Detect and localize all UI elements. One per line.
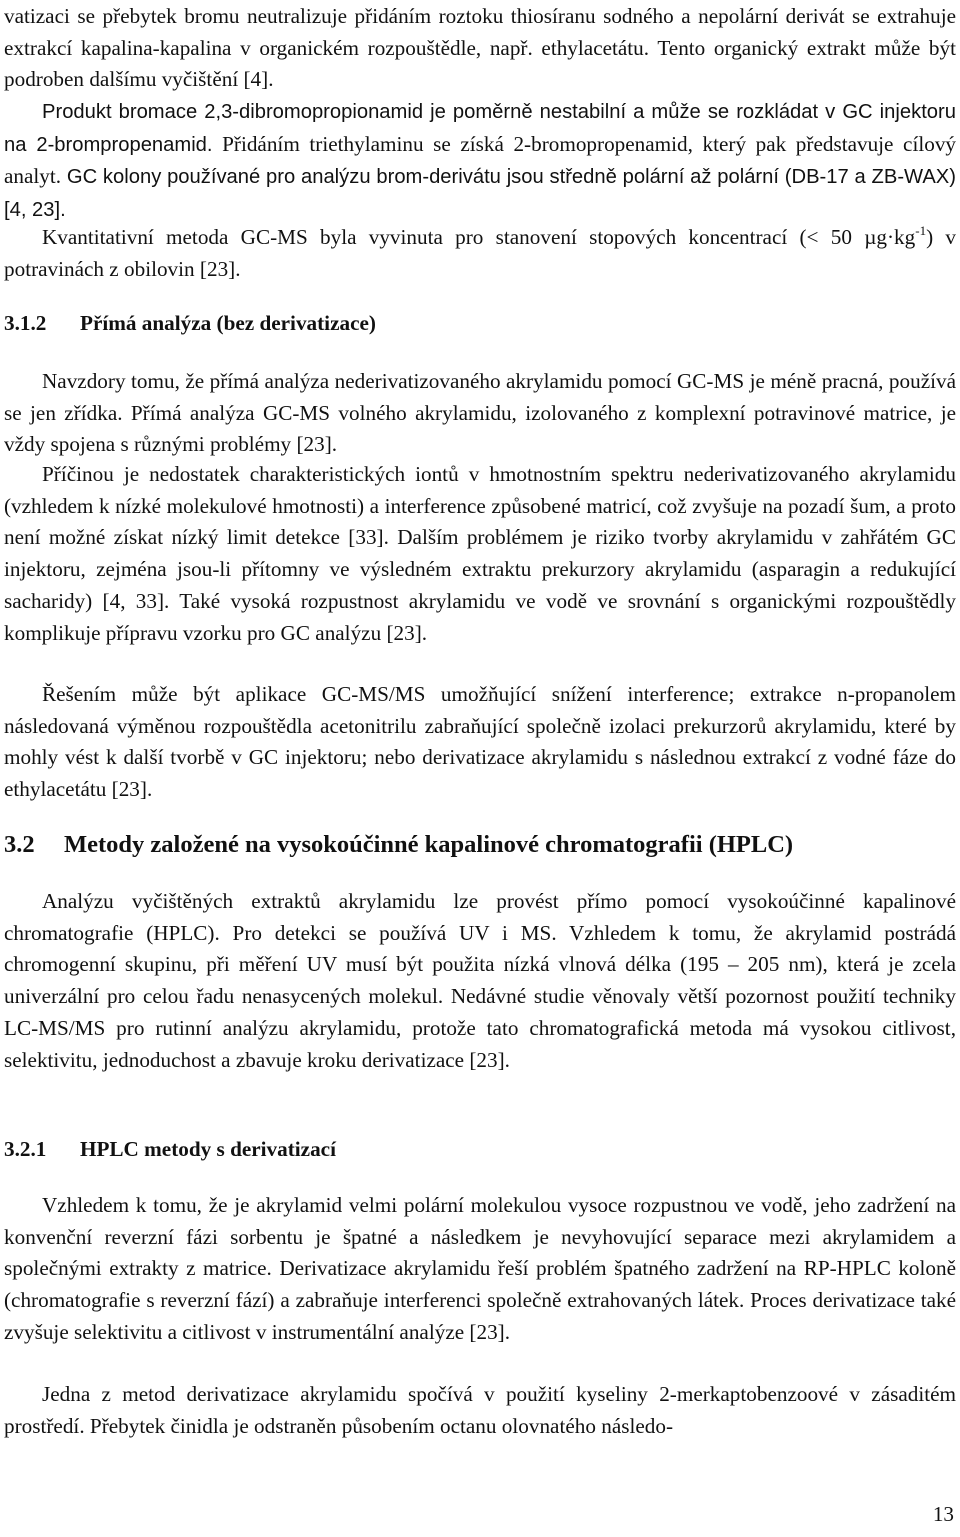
page-number: 13 [932,1502,954,1526]
paragraph-text-sans: Produkt bromace 2,3-dibromopropionamid je poměrně nestabilní a může se rozkládat v GC injektoru na 2-brompropenamid. [4,101,956,156]
paragraph-text: vatizaci se přebytek bromu neutralizuje přidáním roztoku thiosíranu sodného a nepolární derivát se extrahuje extrakcí kapalina-kapalina v organickém rozpouštědle, např. ethylacetátu. Tento organický extrakt může být podroben dalšímu vyčištění [4]. [4,4,956,92]
paragraph-derivatization-reason [4,1190,956,1349]
section-heading-3-2-1 [4,1134,336,1166]
paragraph-causes [4,459,956,649]
paragraph-hplc-intro [4,886,956,1076]
section-number: 3.2.1 [4,1137,47,1161]
paragraph-bromination-continuation [4,1,956,96]
paragraph-mercaptobenzoic-method [4,1379,956,1442]
paragraph-direct-analysis [4,366,956,461]
paragraph-text: Řešením může být aplikace GC-MS/MS umožňující snížení interference; extrakce n-propanolem následovaná výměnou rozpouštědla acetonitrilu zabraňující společně izolaci prekurzorů akrylamidu, které by mohly vést k další tvorbě v GC injektoru; nebo derivatizace akrylamidu s následnou extrakcí z vodné fáze do ethylacetátu [23]. [4,682,956,802]
paragraph-text: ) v potravinách z obilovin [23]. [4,225,956,281]
paragraph-text: Příčinou je nedostatek charakteristických iontů v hmotnostním spektru nederivatizovaného akrylamidu (vzhledem k nízké molekulové hmotnosti) a interference způsobené matricí, což zvyšuje na pozadí šum, a proto není možné získat nízký limit detekce [33]. Dalším problémem je riziko tvorby akrylamidu v zahřátém GC injektoru, zejména jsou-li přítomny ve výsledném extraktu prekurzory akrylamidu (asparagin a redukující sacharidy) [4, 33]. Také vysoká rozpustnost akrylamidu ve vodě ve srovnání s organickými rozpouštědly komplikuje přípravu vzorku pro GC analýzu [23]. [4,462,956,645]
paragraph-text: Vzhledem k tomu, že je akrylamid velmi polární molekulou vysoce rozpustnou ve vodě, jeho zadržení na konvenční reverzní fázi sorbentu je špatné a následkem je nevyhovující separace mezi akrylamidem a společnými extrakty z matrice. Derivatizace akrylamidu řeší problém špatného zadržení na RP-HPLC koloně (chromatografie s reverzní fází) a zabraňuje interferenci společně extrahovaných látek. Proces derivatizace také zvyšuje selektivitu a citlivost v instrumentální analýze [23]. [4,1193,956,1344]
paragraph-text: Přidáním triethylaminu se získá 2-bromopropenamid, který pak představuje cílový analyt. [4,131,957,189]
superscript: -1 [915,223,927,238]
paragraph-text: Analýzu vyčištěných extraktů akrylamidu lze provést přímo pomocí vysokoúčinné kapalinové chromatografie (HPLC). Pro detekci se používá UV i MS. Vzhledem k tomu, že akrylamid postrádá chromogenní skupinu, při měření UV musí být použita nízká vlnová délka (195 – 205 nm), která je zcela univerzální pro celou řadu nenasycených molekul. Nedávné studie věnovaly větší pozornost použití techniky LC-MS/MS pro rutinní analýzu akrylamidu, protože tato chromatografická metoda má vysokou citlivost, selektivitu, jednoduchost a zbavuje kroku derivatizace [23]. [4,889,956,1072]
paragraph-bromination-product [4,96,956,227]
paragraph-text: Kvantitativní metoda GC-MS byla vyvinuta pro stanovení stopových koncentrací (< 50 µg·kg [42,225,916,249]
section-title: HPLC metody s derivatizací [80,1137,336,1161]
section-title: Metody založené na vysokoúčinné kapalinové chromatografii (HPLC) [64,831,794,858]
section-heading-3-1-2 [4,308,376,340]
paragraph-text: Jedna z metod derivatizace akrylamidu spočívá v použití kyseliny 2-merkaptobenzoové v zásaditém prostředí. Přebytek činidla je odstraněn působením octanu olovnatého následo- [4,1382,956,1438]
section-heading-3-2 [4,829,793,861]
paragraph-quantitative-method [4,222,956,285]
paragraph-text-sans: GC kolony používané pro analýzu brom-derivátu jsou středně polární až polární (DB-17 a ZB-WAX) [4, 23]. [4,166,956,222]
section-number: 3.1.2 [4,311,47,335]
section-number: 3.2 [4,831,35,858]
paragraph-solution [4,679,956,806]
section-title: Přímá analýza (bez derivatizace) [80,311,376,335]
paragraph-text: Navzdory tomu, že přímá analýza nederivatizovaného akrylamidu pomocí GC-MS je méně pracná, používá se jen zřídka. Přímá analýza GC-MS volného akrylamidu, izolovaného z komplexní potravinové matrice, je vždy spojena s různými problémy [23]. [4,369,956,457]
